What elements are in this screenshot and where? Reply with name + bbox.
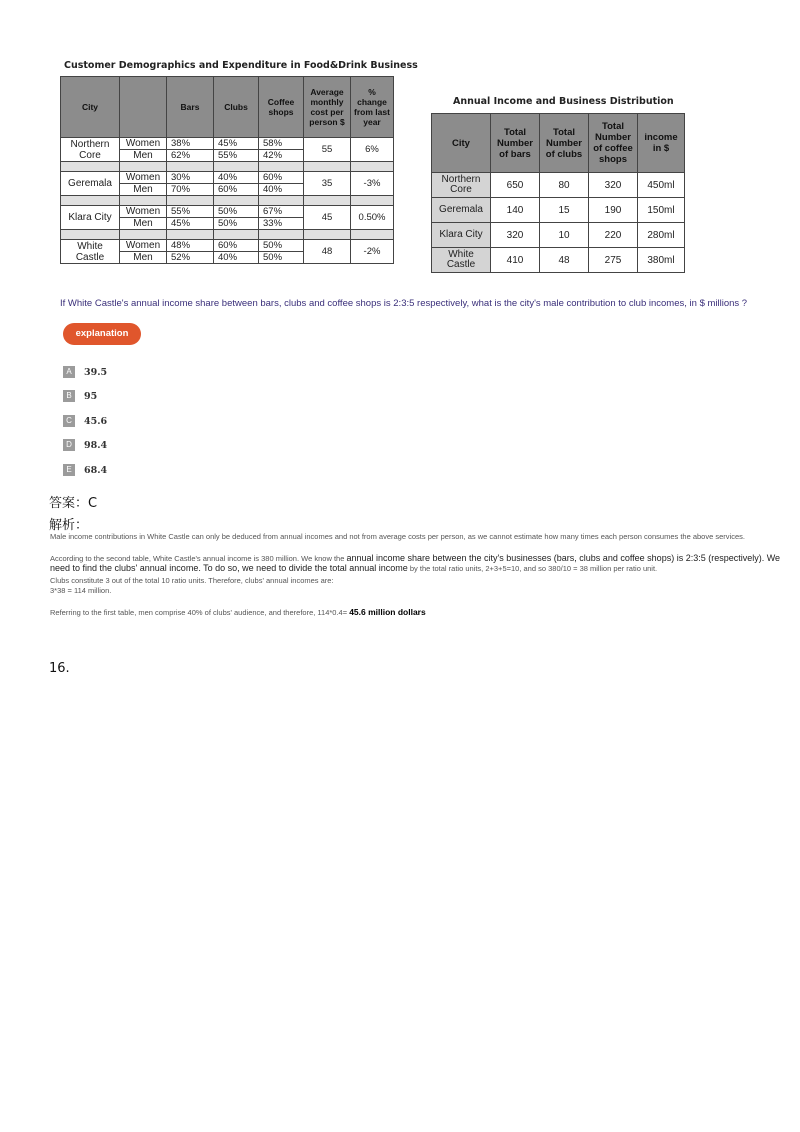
value-cell: 45%	[167, 218, 214, 230]
city-cell: Northern Core	[61, 138, 120, 162]
avg-cost-cell: 48	[304, 240, 351, 264]
col-header: Total Number of bars	[491, 114, 540, 173]
value-cell: 50%	[214, 206, 259, 218]
analysis-label: 解析：	[49, 518, 89, 533]
gender-cell: Men	[120, 252, 167, 264]
value-cell: 40%	[259, 184, 304, 196]
city-cell: White Castle	[61, 240, 120, 264]
value-cell: 450ml	[638, 173, 685, 198]
value-cell: 30%	[167, 172, 214, 184]
change-cell: -2%	[351, 240, 394, 264]
gender-cell: Women	[120, 206, 167, 218]
table-row	[432, 248, 685, 273]
value-cell: 320	[589, 173, 638, 198]
explanation-button[interactable]: explanation	[63, 323, 141, 345]
explanation-highlight: annual income share between the city's businesses (bars, clubs and coffee shops) is 2:3:5 (respectively). We	[346, 553, 781, 563]
demographics-table	[60, 76, 394, 264]
gender-cell: Men	[120, 150, 167, 162]
explanation-line: Male income contributions in White Castle can only be deduced from annual incomes and not from average costs per person, as we cannot estimate how many times each person consumes the above services.	[50, 532, 745, 541]
gender-cell: Men	[120, 218, 167, 230]
option-letter-icon: C	[63, 415, 75, 427]
option-value: 95	[84, 390, 98, 402]
option-b[interactable]	[63, 390, 97, 402]
value-cell: 40%	[214, 172, 259, 184]
table-row	[61, 138, 394, 150]
value-cell: 67%	[259, 206, 304, 218]
value-cell: 42%	[259, 150, 304, 162]
option-letter-icon: E	[63, 464, 75, 476]
city-cell: Geremala	[432, 198, 491, 223]
explanation-line	[50, 607, 426, 617]
option-value: 45.6	[84, 415, 108, 427]
col-header: City	[432, 114, 491, 173]
value-cell: 62%	[167, 150, 214, 162]
value-cell: 70%	[167, 184, 214, 196]
col-header: Clubs	[214, 77, 259, 138]
option-a[interactable]	[63, 366, 107, 378]
value-cell: 80	[540, 173, 589, 198]
table-row	[61, 206, 394, 218]
value-cell: 48%	[167, 240, 214, 252]
value-cell: 150ml	[638, 198, 685, 223]
avg-cost-cell: 45	[304, 206, 351, 230]
avg-cost-cell: 55	[304, 138, 351, 162]
col-header: Total Number of coffee shops	[589, 114, 638, 173]
value-cell: 58%	[259, 138, 304, 150]
table1-title: Customer Demographics and Expenditure in Food&Drink Business	[64, 60, 418, 71]
option-letter-icon: A	[63, 366, 75, 378]
value-cell: 48	[540, 248, 589, 273]
gender-cell: Women	[120, 172, 167, 184]
change-cell: 6%	[351, 138, 394, 162]
value-cell: 380ml	[638, 248, 685, 273]
option-e[interactable]	[63, 464, 107, 476]
col-header: Coffee shops	[259, 77, 304, 138]
option-c[interactable]	[63, 415, 107, 427]
value-cell: 33%	[259, 218, 304, 230]
change-cell: 0.50%	[351, 206, 394, 230]
value-cell: 50%	[259, 252, 304, 264]
explanation-line: Clubs constitute 3 out of the total 10 ratio units. Therefore, clubs' annual incomes are:	[50, 576, 334, 585]
question-text: If White Castle's annual income share between bars, clubs and coffee shops is 2:3:5 respectively, what is the city's male contribution to club incomes, in $ millions ?	[60, 298, 748, 309]
value-cell: 280ml	[638, 223, 685, 248]
table-row	[432, 198, 685, 223]
value-cell: 60%	[214, 240, 259, 252]
col-header	[120, 77, 167, 138]
option-value: 39.5	[84, 366, 108, 378]
col-header: Total Number of clubs	[540, 114, 589, 173]
col-header: City	[61, 77, 120, 138]
option-value: 68.4	[84, 464, 108, 476]
value-cell: 275	[589, 248, 638, 273]
question-number: 16.	[49, 661, 70, 676]
option-letter-icon: D	[63, 439, 75, 451]
option-letter-icon: B	[63, 390, 75, 402]
explanation-text: by the total ratio units, 2+3+5=10, and so 380/10 = 38 million per ratio unit.	[407, 564, 658, 573]
avg-cost-cell: 35	[304, 172, 351, 196]
table-row	[432, 223, 685, 248]
option-value: 98.4	[84, 439, 108, 451]
col-header: % change from last year	[351, 77, 394, 138]
value-cell: 140	[491, 198, 540, 223]
explanation-line	[50, 553, 780, 563]
col-header: Average monthly cost per person $	[304, 77, 351, 138]
value-cell: 50%	[214, 218, 259, 230]
city-cell: Klara City	[61, 206, 120, 230]
value-cell: 650	[491, 173, 540, 198]
answer-text: 答案：C	[49, 496, 98, 511]
value-cell: 52%	[167, 252, 214, 264]
value-cell: 190	[589, 198, 638, 223]
col-header: Bars	[167, 77, 214, 138]
option-d[interactable]	[63, 439, 107, 451]
gender-cell: Women	[120, 138, 167, 150]
table-row	[432, 173, 685, 198]
value-cell: 410	[491, 248, 540, 273]
value-cell: 220	[589, 223, 638, 248]
city-cell: Geremala	[61, 172, 120, 196]
value-cell: 55%	[167, 206, 214, 218]
city-cell: Northern Core	[432, 173, 491, 198]
explanation-result: 45.6 million dollars	[349, 607, 426, 617]
gender-cell: Men	[120, 184, 167, 196]
value-cell: 10	[540, 223, 589, 248]
table-row	[61, 172, 394, 184]
value-cell: 55%	[214, 150, 259, 162]
value-cell: 60%	[259, 172, 304, 184]
explanation-line	[50, 563, 657, 573]
value-cell: 45%	[214, 138, 259, 150]
value-cell: 60%	[214, 184, 259, 196]
value-cell: 50%	[259, 240, 304, 252]
explanation-text: Referring to the first table, men comprise 40% of clubs' audience, and therefore, 114*0.4=	[50, 608, 350, 617]
col-header: income in $	[638, 114, 685, 173]
gender-cell: Women	[120, 240, 167, 252]
change-cell: -3%	[351, 172, 394, 196]
explanation-highlight: need to find the clubs' annual income. To do so, we need to divide the total annual income	[50, 563, 408, 573]
value-cell: 38%	[167, 138, 214, 150]
value-cell: 40%	[214, 252, 259, 264]
table2-title: Annual Income and Business Distribution	[453, 96, 674, 107]
city-cell: Klara City	[432, 223, 491, 248]
city-cell: White Castle	[432, 248, 491, 273]
explanation-text: According to the second table, White Castle's annual income is 380 million. We know the	[50, 554, 347, 563]
table-row	[61, 240, 394, 252]
explanation-line: 3*38 = 114 million.	[50, 586, 112, 595]
value-cell: 320	[491, 223, 540, 248]
value-cell: 15	[540, 198, 589, 223]
income-table	[431, 113, 685, 273]
